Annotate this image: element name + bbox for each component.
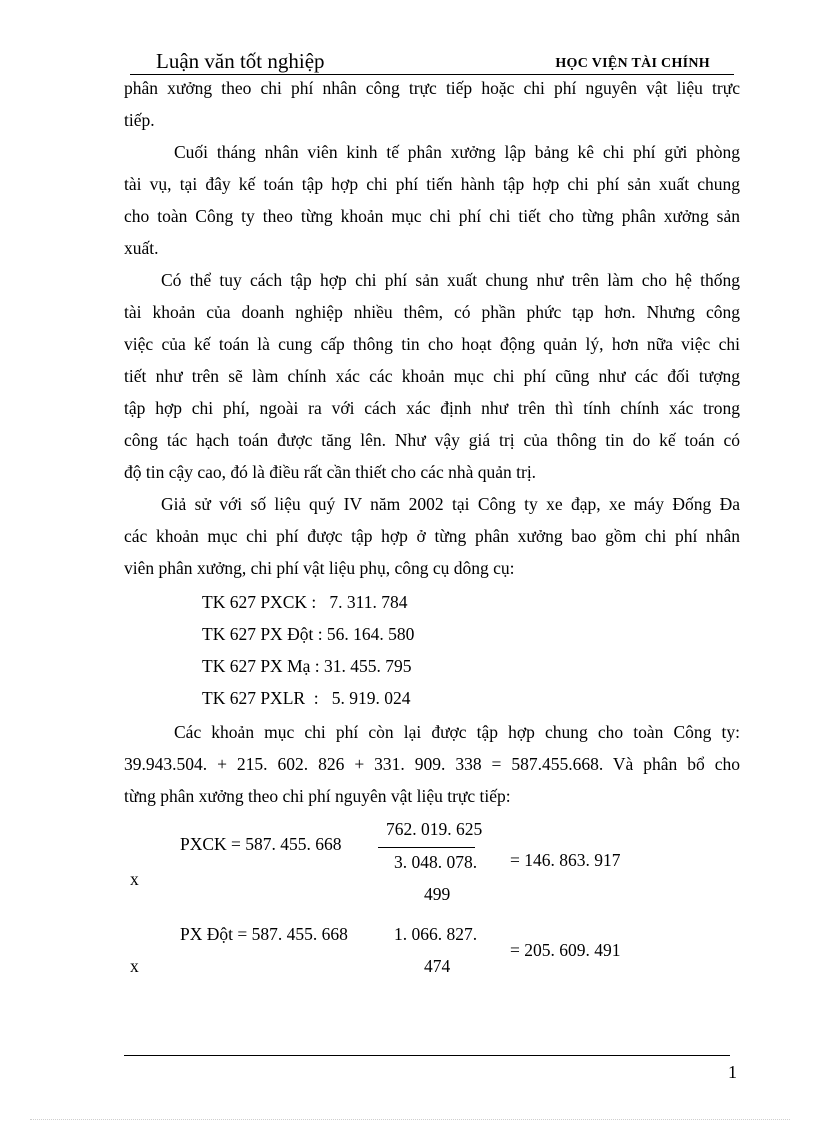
page-header: [130, 48, 734, 75]
formula-pxdot-numerator-cont: 474: [424, 956, 451, 976]
account-line: TK 627 PX Mạ : 31. 455. 795: [202, 656, 412, 676]
page-edge-divider: [30, 1119, 790, 1120]
text-line: độ tin cậy cao, đó là điều rất cần thiết cho các nhà quản trị.: [124, 462, 537, 482]
formula-pxck-denominator-cont: 499: [424, 884, 451, 904]
account-line: TK 627 PXCK : 7. 311. 784: [202, 592, 408, 612]
account-line: TK 627 PX Đột : 56. 164. 580: [202, 624, 415, 644]
text-line: tiếp.: [124, 110, 155, 130]
multiply-sign: x: [130, 956, 139, 976]
text-line: Giả sử với số liệu quý IV năm 2002 tại Công ty xe đạp, xe máy Đống Đa: [161, 494, 740, 514]
text-line: các khoản mục chi phí được tập hợp ở từng phân xưởng bao gồm chi phí nhân: [124, 526, 740, 546]
multiply-sign: x: [130, 869, 139, 889]
text-line: tài vụ, tại đây kế toán tập hợp chi phí tiến hành tập hợp chi phí sản xuất chung: [124, 174, 740, 194]
text-line: Các khoản mục chi phí còn lại được tập hợp chung cho toàn Công ty:: [174, 722, 740, 742]
page-number: 1: [728, 1062, 737, 1082]
formula-pxck-numerator: 762. 019. 625: [386, 819, 483, 839]
footer-rule: [124, 1055, 730, 1056]
fraction-bar: [378, 847, 475, 848]
formula-pxck-denominator: 3. 048. 078.: [394, 852, 478, 872]
text-line: viên phân xưởng, chi phí vật liệu phụ, công cụ dông cụ:: [124, 558, 515, 578]
formula-pxck-lhs: PXCK = 587. 455. 668: [180, 834, 342, 854]
text-line: cho toàn Công ty theo từng khoản mục chi phí chi tiết cho từng phân xưởng sản: [124, 206, 740, 226]
text-line: Có thể tuy cách tập hợp chi phí sản xuất chung như trên làm cho hệ thống: [161, 270, 740, 290]
text-line: tiết như trên sẽ làm chính xác các khoản mục chi phí cũng như các đối tượng: [124, 366, 740, 386]
text-line: công tác hạch toán được tăng lên. Như vậy giá trị của thông tin do kế toán có: [124, 430, 740, 450]
account-line: TK 627 PXLR : 5. 919. 024: [202, 688, 411, 708]
text-line: 39.943.504. + 215. 602. 826 + 331. 909. 338 = 587.455.668. Và phân bổ cho: [124, 754, 740, 774]
header-institution: HỌC VIỆN TÀI CHÍNH: [555, 56, 710, 71]
formula-pxck-result: = 146. 863. 917: [510, 850, 621, 870]
text-line: Cuối tháng nhân viên kinh tế phân xưởng lập bảng kê chi phí gửi phòng: [174, 142, 740, 162]
text-line: từng phân xưởng theo chi phí nguyên vật liệu trực tiếp:: [124, 786, 511, 806]
text-line: phân xưởng theo chi phí nhân công trực tiếp hoặc chi phí nguyên vật liệu trực: [124, 78, 740, 98]
text-line: tập hợp chi phí, ngoài ra với cách xác định như trên thì tính chính xác trong: [124, 398, 740, 418]
header-thesis-title: Luận văn tốt nghiệp: [156, 49, 325, 73]
text-line: xuất.: [124, 238, 159, 258]
formula-pxdot-numerator: 1. 066. 827.: [394, 924, 478, 944]
formula-pxdot-lhs: PX Đột = 587. 455. 668: [180, 924, 348, 944]
text-line: tài khoản của doanh nghiệp nhiều thêm, có phần phức tạp hơn. Nhưng công: [124, 302, 740, 322]
formula-pxdot-result: = 205. 609. 491: [510, 940, 621, 960]
text-line: việc của kế toán là cung cấp thông tin cho hoạt động quản lý, hơn nữa việc chi: [124, 334, 740, 354]
